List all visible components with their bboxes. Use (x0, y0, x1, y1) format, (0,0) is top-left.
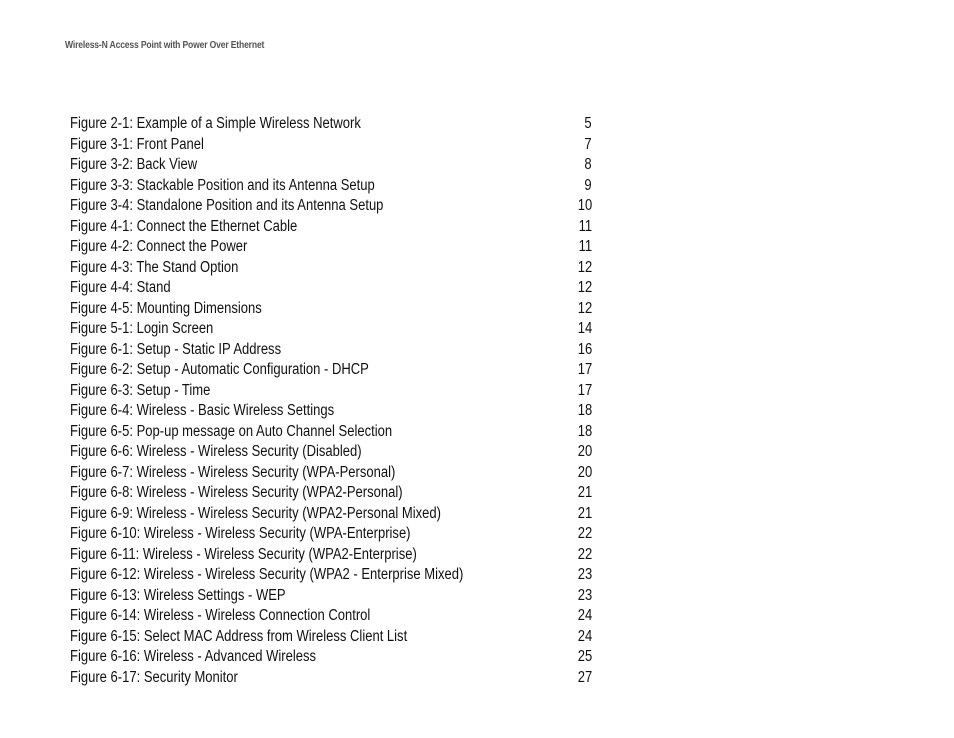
figure-entry[interactable] (70, 319, 592, 340)
figure-page-number: 16 (577, 340, 592, 358)
figure-title: Figure 6-2: Setup - Automatic Configuration - DHCP (70, 361, 369, 378)
figure-title: Figure 4-2: Connect the Power (70, 238, 248, 255)
figure-page-number: 5 (584, 115, 592, 132)
figure-entry[interactable] (70, 381, 592, 402)
figure-page-number: 27 (577, 668, 592, 686)
figure-title: Figure 4-1: Connect the Ethernet Cable (70, 217, 298, 235)
figure-page-number: 17 (577, 361, 592, 378)
figure-page-number: 12 (577, 299, 592, 317)
figure-entry[interactable] (70, 483, 592, 504)
figure-title: Figure 6-9: Wireless - Wireless Security (WPA2-Personal Mixed) (70, 504, 441, 522)
figure-page-number: 23 (577, 566, 592, 583)
figure-entry[interactable] (70, 586, 592, 607)
figure-title: Figure 6-4: Wireless - Basic Wireless Settings (70, 402, 335, 419)
figure-title: Figure 3-1: Front Panel (70, 135, 204, 153)
figure-page-number: 22 (577, 545, 592, 563)
figure-page-number: 18 (577, 402, 592, 419)
figure-title: Figure 3-2: Back View (70, 156, 198, 173)
figure-title: Figure 6-17: Security Monitor (70, 668, 238, 686)
figure-page-number: 18 (577, 422, 592, 440)
figure-title: Figure 4-4: Stand (70, 279, 171, 296)
figure-page-number: 17 (577, 381, 592, 399)
figure-entry[interactable] (70, 565, 592, 586)
figure-entry[interactable] (70, 401, 592, 422)
figure-entry[interactable] (70, 278, 592, 299)
figure-page-number: 12 (577, 258, 592, 276)
figure-entry[interactable] (70, 114, 592, 135)
figure-title: Figure 6-14: Wireless - Wireless Connection Control (70, 607, 371, 624)
running-header: Wireless-N Access Point with Power Over Ethernet (65, 40, 265, 51)
figure-page-number: 8 (584, 156, 592, 173)
figure-entry[interactable] (70, 606, 592, 627)
figure-entry[interactable] (70, 299, 592, 320)
figure-entry[interactable] (70, 524, 592, 545)
figure-title: Figure 6-1: Setup - Static IP Address (70, 340, 282, 358)
figure-page-number: 23 (577, 586, 592, 604)
figure-title: Figure 6-3: Setup - Time (70, 381, 211, 399)
figure-title: Figure 3-3: Stackable Position and its Antenna Setup (70, 176, 375, 194)
figure-title: Figure 6-6: Wireless - Wireless Security (Disabled) (70, 443, 362, 460)
figure-page-number: 12 (577, 279, 592, 296)
figure-page-number: 9 (584, 176, 592, 194)
figure-entry[interactable] (70, 668, 592, 689)
figure-entry[interactable] (70, 196, 592, 217)
figure-title: Figure 6-10: Wireless - Wireless Security (WPA-Enterprise) (70, 525, 411, 542)
figure-title: Figure 6-13: Wireless Settings - WEP (70, 586, 286, 604)
figure-page-number: 25 (577, 648, 592, 665)
figure-title: Figure 6-12: Wireless - Wireless Security (WPA2 - Enterprise Mixed) (70, 566, 464, 583)
figure-page-number: 21 (577, 504, 592, 522)
figure-entry[interactable] (70, 422, 592, 443)
figure-entry[interactable] (70, 340, 592, 361)
figure-page-number: 22 (577, 525, 592, 542)
figure-title: Figure 6-11: Wireless - Wireless Security (WPA2-Enterprise) (70, 545, 417, 563)
figure-entry[interactable] (70, 545, 592, 566)
figure-page-number: 10 (577, 197, 592, 214)
figure-entry[interactable] (70, 504, 592, 525)
figure-entry[interactable] (70, 627, 592, 648)
figure-entry[interactable] (70, 135, 592, 156)
figure-title: Figure 6-7: Wireless - Wireless Security (WPA-Personal) (70, 463, 396, 481)
figure-entry[interactable] (70, 647, 592, 668)
figure-entry[interactable] (70, 463, 592, 484)
figure-entry[interactable] (70, 176, 592, 197)
figure-title: Figure 4-3: The Stand Option (70, 258, 239, 276)
figure-title: Figure 6-5: Pop-up message on Auto Channel Selection (70, 422, 393, 440)
figure-entry[interactable] (70, 360, 592, 381)
figure-title: Figure 3-4: Standalone Position and its Antenna Setup (70, 197, 384, 214)
figure-title: Figure 6-8: Wireless - Wireless Security (WPA2-Personal) (70, 484, 403, 501)
figure-page-number: 20 (577, 443, 592, 460)
figure-title: Figure 6-15: Select MAC Address from Wireless Client List (70, 627, 408, 645)
list-of-figures (70, 114, 592, 688)
figure-title: Figure 5-1: Login Screen (70, 320, 214, 337)
figure-page-number: 11 (578, 238, 592, 255)
figure-title: Figure 2-1: Example of a Simple Wireless Network (70, 115, 361, 132)
figure-entry[interactable] (70, 155, 592, 176)
figure-page-number: 11 (578, 217, 592, 235)
figure-page-number: 24 (577, 607, 592, 624)
figure-page-number: 14 (577, 320, 592, 337)
figure-page-number: 7 (584, 135, 592, 153)
figure-entry[interactable] (70, 217, 592, 238)
figure-page-number: 21 (577, 484, 592, 501)
figure-entry[interactable] (70, 442, 592, 463)
figure-entry[interactable] (70, 237, 592, 258)
figure-page-number: 24 (577, 627, 592, 645)
figure-page-number: 20 (577, 463, 592, 481)
figure-title: Figure 6-16: Wireless - Advanced Wireless (70, 648, 317, 665)
figure-entry[interactable] (70, 258, 592, 279)
figure-title: Figure 4-5: Mounting Dimensions (70, 299, 262, 317)
